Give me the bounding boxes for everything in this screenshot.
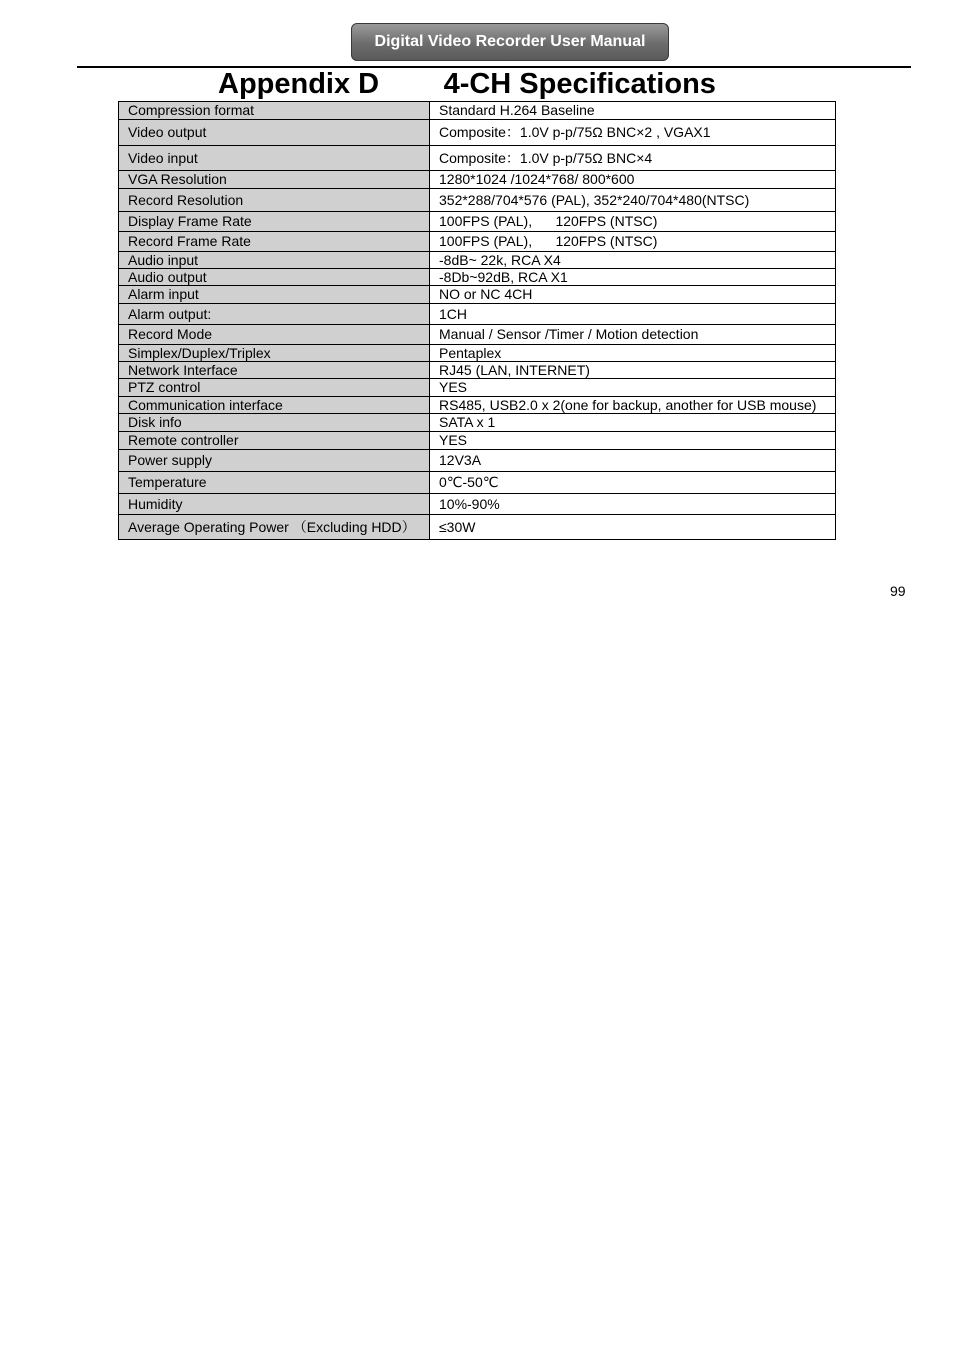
table-row bbox=[119, 102, 836, 120]
table-row bbox=[119, 269, 836, 286]
spec-label: Video output bbox=[119, 120, 430, 146]
spec-label: Average Operating Power （Excluding HDD） bbox=[119, 515, 430, 540]
header-badge: Digital Video Recorder User Manual bbox=[351, 23, 669, 61]
spec-label: Remote controller bbox=[119, 432, 430, 450]
spec-label: PTZ control bbox=[119, 379, 430, 397]
spec-value: 352*288/704*576 (PAL), 352*240/704*480(NTSC) bbox=[430, 189, 836, 212]
spec-value: Composite：1.0V p-p/75Ω BNC×2 , VGAX1 bbox=[430, 120, 836, 146]
table-row bbox=[119, 325, 836, 345]
table-row bbox=[119, 379, 836, 397]
table-row bbox=[119, 146, 836, 171]
spec-value: 12V3A bbox=[430, 450, 836, 472]
table-row bbox=[119, 362, 836, 379]
table-row bbox=[119, 494, 836, 515]
table-row bbox=[119, 450, 836, 472]
spec-value: YES bbox=[430, 379, 836, 397]
table-row bbox=[119, 414, 836, 432]
spec-label: Alarm output: bbox=[119, 304, 430, 325]
page-number: 99 bbox=[890, 583, 906, 599]
spec-label: Humidity bbox=[119, 494, 430, 515]
spec-label: Record Mode bbox=[119, 325, 430, 345]
spec-table bbox=[118, 101, 836, 540]
spec-label: Record Frame Rate bbox=[119, 232, 430, 252]
spec-label: Simplex/Duplex/Triplex bbox=[119, 345, 430, 362]
table-row bbox=[119, 120, 836, 146]
spec-value: YES bbox=[430, 432, 836, 450]
spec-label: Audio input bbox=[119, 252, 430, 269]
table-row bbox=[119, 397, 836, 414]
table-row bbox=[119, 472, 836, 494]
spec-label: Communication interface bbox=[119, 397, 430, 414]
spec-value: Pentaplex bbox=[430, 345, 836, 362]
spec-value: ≤30W bbox=[430, 515, 836, 540]
spec-label: Temperature bbox=[119, 472, 430, 494]
table-row bbox=[119, 171, 836, 189]
spec-label: Compression format bbox=[119, 102, 430, 120]
spec-value: -8Db~92dB, RCA X1 bbox=[430, 269, 836, 286]
spec-label: Audio output bbox=[119, 269, 430, 286]
spec-label: Display Frame Rate bbox=[119, 212, 430, 232]
table-row bbox=[119, 515, 836, 540]
table-row bbox=[119, 304, 836, 325]
spec-value: 100FPS (PAL), 120FPS (NTSC) bbox=[430, 232, 836, 252]
spec-label: Power supply bbox=[119, 450, 430, 472]
spec-label: Video input bbox=[119, 146, 430, 171]
table-row bbox=[119, 432, 836, 450]
table-row bbox=[119, 286, 836, 304]
spec-value: Manual / Sensor /Timer / Motion detection bbox=[430, 325, 836, 345]
spec-label: VGA Resolution bbox=[119, 171, 430, 189]
spec-label: Disk info bbox=[119, 414, 430, 432]
spec-value: RS485, USB2.0 x 2(one for backup, another for USB mouse) bbox=[430, 397, 836, 414]
spec-value: RJ45 (LAN, INTERNET) bbox=[430, 362, 836, 379]
spec-value: 100FPS (PAL), 120FPS (NTSC) bbox=[430, 212, 836, 232]
page-title: Appendix D 4-CH Specifications bbox=[218, 68, 716, 100]
table-row bbox=[119, 345, 836, 362]
spec-value: Standard H.264 Baseline bbox=[430, 102, 836, 120]
spec-value: 10%-90% bbox=[430, 494, 836, 515]
spec-value: -8dB~ 22k, RCA X4 bbox=[430, 252, 836, 269]
spec-label: Network Interface bbox=[119, 362, 430, 379]
spec-value: NO or NC 4CH bbox=[430, 286, 836, 304]
table-row bbox=[119, 212, 836, 232]
spec-value: SATA x 1 bbox=[430, 414, 836, 432]
table-row bbox=[119, 252, 836, 269]
spec-value: 1280*1024 /1024*768/ 800*600 bbox=[430, 171, 836, 189]
table-row bbox=[119, 189, 836, 212]
spec-value: Composite：1.0V p-p/75Ω BNC×4 bbox=[430, 146, 836, 171]
spec-value: 0℃-50℃ bbox=[430, 472, 836, 494]
spec-label: Alarm input bbox=[119, 286, 430, 304]
spec-value: 1CH bbox=[430, 304, 836, 325]
table-row bbox=[119, 232, 836, 252]
spec-label: Record Resolution bbox=[119, 189, 430, 212]
